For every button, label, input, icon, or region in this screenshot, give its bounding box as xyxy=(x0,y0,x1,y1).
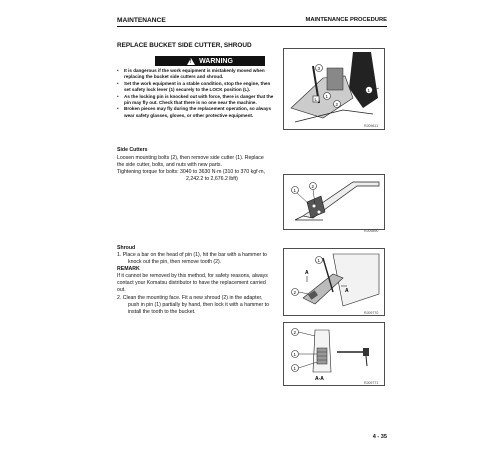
callout-label: 1 xyxy=(293,366,297,371)
callout-label: 1 xyxy=(317,258,321,263)
callout-label: 1 xyxy=(325,94,329,99)
warning-list xyxy=(117,68,277,119)
callout-label: 1 xyxy=(293,188,297,193)
remark-line: out. xyxy=(117,287,126,293)
warning-item: • It is dangerous if the work equipment is mistakenly moved when replacing the bucket side cutters and shroud. xyxy=(117,68,277,81)
side-cutters-line: the side cutter, bolts, and nuts with new parts. xyxy=(117,162,222,168)
shroud-heading: Shroud xyxy=(117,245,136,251)
side-cutters-line: Tightening torque for bolts: 3040 to 3630 N·m (310 to 370 kgf·m, xyxy=(117,169,266,175)
shroud-step: push in pin (1) partially by hand, then lock it with a hammer to xyxy=(128,302,269,308)
figure-id: RJ09890 xyxy=(364,229,379,233)
callout-label: 2 xyxy=(293,290,297,295)
warning-item: • As the locking pin is knocked out with force, there is danger that the pin may fly out. Check that there is no one near the machine. xyxy=(117,94,277,107)
figure-shroud-removal xyxy=(283,248,385,316)
shroud-step: 2. Clean the mounting face. Fit a new shroud (2) in the adapter, xyxy=(117,295,263,301)
callout-label: 2 xyxy=(293,330,297,335)
page-number: 4 - 35 xyxy=(372,434,387,440)
figure-lock-lever xyxy=(283,48,385,130)
warning-banner xyxy=(155,56,265,66)
section-title: REPLACE BUCKET SIDE CUTTER, SHROUD xyxy=(117,42,252,49)
section-arrow-label: A xyxy=(345,288,349,294)
warning-item: • Broken pieces may fly during the replacement operation, so always wear safety glasses, gloves, or other protective equipment. xyxy=(117,106,277,119)
figure-section-aa xyxy=(283,322,385,386)
warning-triangle-icon xyxy=(187,58,195,65)
shroud-step: knock out the pin, then remove tooth (2). xyxy=(128,259,222,265)
remark-line: contact your Komatsu distributor to have the replacement carried xyxy=(117,280,266,286)
section-arrow-label: A xyxy=(305,270,309,276)
shroud-step: install the tooth to the bucket. xyxy=(128,309,196,315)
warning-label: WARNING xyxy=(199,57,233,65)
shroud-step: 1. Place a bar on the head of pin (1), hit the bar with a hammer to xyxy=(117,252,267,258)
side-cutters-heading: Side Cutters xyxy=(117,147,148,153)
callout-label: 3 xyxy=(317,66,321,71)
remark-line: If it cannot be removed by this method, for safety reasons, always xyxy=(117,273,268,279)
callout-label: 1 xyxy=(367,88,371,93)
remark-label: REMARK xyxy=(117,266,140,272)
header-section: MAINTENANCE xyxy=(117,17,166,24)
figure-id: RJ09611 xyxy=(364,124,379,128)
header-procedure: MAINTENANCE PROCEDURE xyxy=(305,17,387,23)
figure-id: RJ09771 xyxy=(364,381,379,385)
figure-side-cutter xyxy=(283,174,385,230)
figure-id: RJ09770 xyxy=(364,311,379,315)
side-cutters-line: 2,242.2 to 2,676.2 lbft) xyxy=(186,176,238,182)
callout-label: 2 xyxy=(311,184,315,189)
section-label: A-A xyxy=(315,376,324,382)
callout-label: 1 xyxy=(293,352,297,357)
callout-label: L xyxy=(314,97,318,102)
side-cutters-line: Loosen mounting bolts (2), then remove side cutter (1). Replace xyxy=(117,155,264,161)
header-rule xyxy=(117,26,387,27)
warning-item: • Set the work equipment in a stable condition, stop the engine, then set safety lock lever (1) securely to the LOCK position (L). xyxy=(117,81,277,94)
callout-label: 2 xyxy=(335,102,339,107)
